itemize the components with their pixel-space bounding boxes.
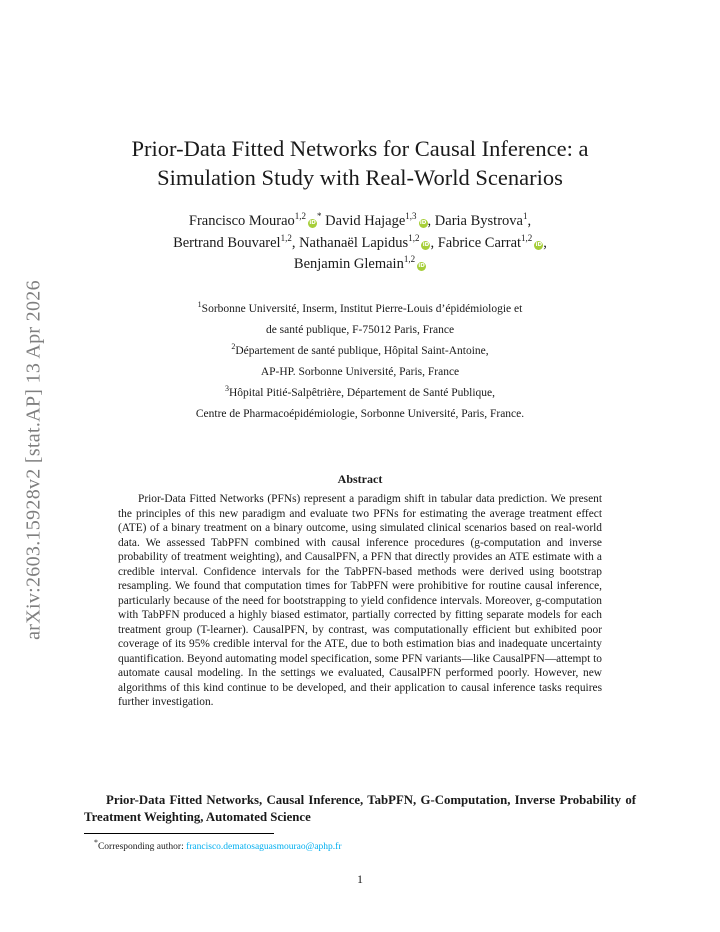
affiliation-number: 2: [231, 342, 236, 351]
footnote-mark: *: [94, 838, 98, 847]
footnote-label: Corresponding author:: [97, 842, 187, 853]
arxiv-identifier-stamp: arXiv:2603.15928v2 [stat.AP] 13 Apr 2026: [22, 280, 45, 640]
orcid-icon[interactable]: iD: [309, 220, 316, 226]
affiliation-line: Centre de Pharmacoépidémiologie, Sorbonne Université, Paris, France.: [195, 408, 525, 420]
author-4: Nathanaël Lapidus$^{1,2}$iD,: [299, 232, 438, 251]
author-name: Fabrice Carrat: [437, 234, 522, 251]
author-affiliation: 1,2: [280, 232, 292, 243]
author-2: Daria Bystrova$^1$,: [434, 211, 532, 229]
title-line-1: Prior-Data Fitted Networks for Causal Inference: a: [131, 136, 589, 161]
paper-title: [60, 134, 660, 192]
abstract-body: Prior-Data Fitted Networks (PFNs) represent a paradigm shift in tabular data prediction. We present the principles of this new paradigm and evaluate two PFNs for estimating the average treatment effect (ATE) of a binary treatment on a binary outcome, using simulated clinical scenarios based on real-world data. We assessed TabPFN combined with causal inference procedures (g-computation and inverse probability of treatment weighting), and CausalPFN, a PFN that directly provides an ATE estimate with a credible interval. Confidence intervals for the TabPFN-based methods were derived using bootstrap resampling. We found that computation times for TabPFN were prohibitive for routine causal inference, particularly because of the need for bootstrapping to yield confidence intervals. Moreover, g-computation with TabPFN produced a highly biased estimator, partially corrected by fitting separate models for each treatment group (T-learner). CausalPFN, by contrast, was computationally efficient but exhibited poor coverage of its 95% credible interval for the ATE, due to both estimation bias and inadequate uncertainty quantification. Beyond automating model specification, some PFN variants—like CausalPFN—attempt to automate causal modeling. In the settings we evaluated, CausalPFN performed poorly. However, new algorithms of this kind continue to be developed, and their application to causal inference tasks requires further investigation.: [118, 493, 602, 708]
author-6: [294, 256, 426, 272]
orcid-icon[interactable]: iD: [535, 241, 543, 248]
author-name: David Hajage: [325, 213, 406, 229]
author-0: [189, 213, 325, 229]
author-affiliation: 1,2: [521, 232, 533, 243]
corresponding-author-footnote: [94, 838, 342, 852]
author-1: David Hajage$^{1,3}$iD,: [325, 211, 435, 229]
page-number: 1: [357, 872, 363, 886]
abstract-heading: Abstract: [337, 472, 383, 486]
affiliation-line: $^1$Sorbonne Université, Inserm, Institut Pierre-Louis d’épidémiologie et: [197, 300, 523, 315]
author-name: Francisco Mourao: [188, 213, 295, 229]
affiliation-line: $^3$Hôpital Pitié-Salpêtrière, Département de Santé Publique,: [224, 384, 496, 399]
affiliation-line: de santé publique, F-75012 Paris, France: [265, 324, 455, 336]
author-name: Nathanaël Lapidus: [299, 234, 409, 251]
author-affiliation: 1,2: [408, 232, 420, 243]
author-affiliation: 1,3: [405, 211, 417, 221]
author-list: [90, 211, 630, 276]
author-affiliation: 1,2: [294, 211, 307, 221]
affiliation-line: AP-HP. Sorbonne Université, Paris, France: [260, 366, 460, 378]
keywords: Prior-Data Fitted Networks, Causal Inference, TabPFN, G-Computation, Inverse Probability of Treatment Weighting, Automated Science: [84, 793, 636, 824]
orcid-icon[interactable]: iD: [418, 263, 425, 269]
author-name: Bertrand Bouvarel: [173, 234, 281, 251]
author-name: Benjamin Glemain: [293, 256, 404, 272]
author-affiliation: 1,2: [403, 254, 416, 264]
author-5: Fabrice Carrat$^{1,2}$iD,: [437, 232, 547, 251]
orcid-icon[interactable]: iD: [422, 241, 430, 248]
affiliation-line: $^2$Département de santé publique, Hôpital Saint-Antoine,: [231, 342, 489, 357]
affiliations: [100, 299, 620, 425]
footnote-divider: [84, 833, 274, 834]
affiliation-number: 1: [197, 300, 202, 309]
affiliation-number: 3: [224, 384, 229, 393]
orcid-icon[interactable]: iD: [419, 220, 427, 226]
author-name: Daria Bystrova: [434, 213, 523, 229]
email-link[interactable]: francisco.dematosaguasmourao@aphp.fr: [186, 842, 342, 853]
author-3: Bertrand Bouvarel$^{1,2}$,: [173, 232, 300, 251]
corresponding-mark: *: [317, 211, 322, 221]
author-affiliation: 1: [522, 211, 528, 221]
title-line-2: Simulation Study with Real-World Scenarios: [157, 165, 563, 190]
